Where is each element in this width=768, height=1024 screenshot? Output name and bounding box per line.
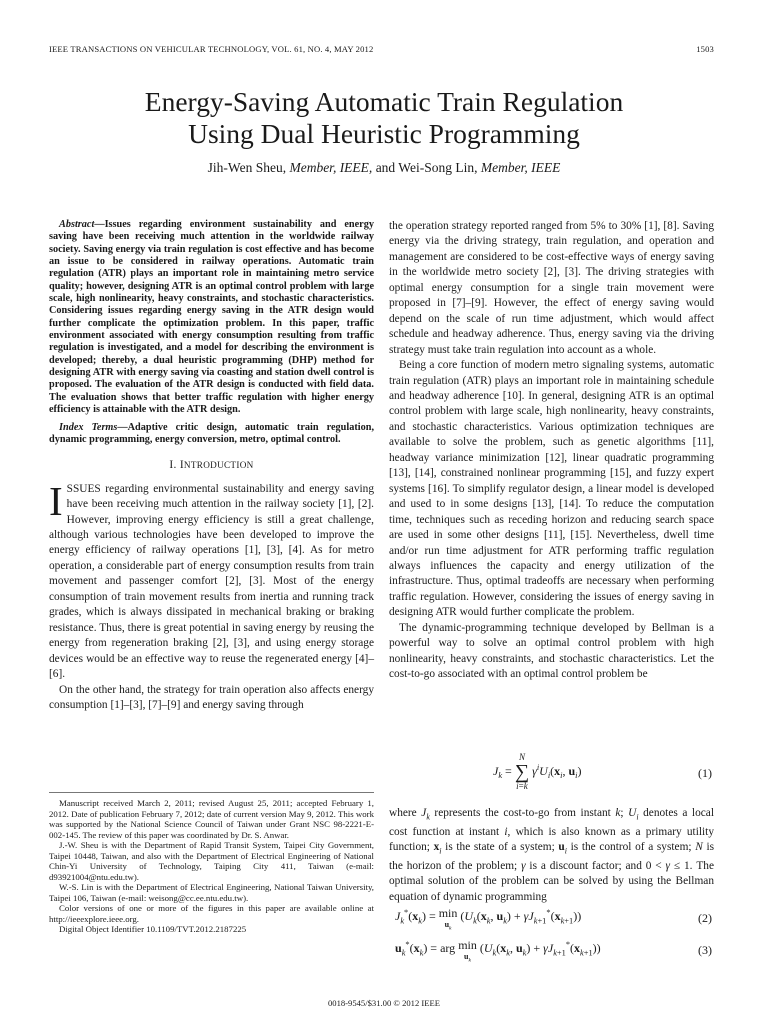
equation-2-number: (2) [698, 911, 712, 925]
footnote-author-2: W.-S. Lin is with the Department of Electrical Engineering, National Taiwan University, Taipei 106, Taiwan (e-mail: weisong@cc.ee.ntu.edu.tw). [49, 882, 374, 903]
section-heading-introduction [49, 458, 374, 473]
right-paragraph-4-text: where $J_k$ represents the cost-to-go from instant k; $U_i$ denotes a local cost function at instant i, which is also known as a primary utility function; $x_i$ is the state of a system; $u_i$ is the control of a system; N is the horizon of the problem; γ is a discount factor; and 0 < γ ≤ 1. The optimal solution of the problem can be solved by using the Bellman equation of dynamic programming [389, 807, 715, 903]
index-terms-label: Index Terms [59, 421, 118, 433]
author-1-role: Member, IEEE, [289, 160, 373, 175]
author-line [0, 160, 768, 176]
copyright-line: 0018-9545/$31.00 © 2012 IEEE [327, 998, 441, 1008]
running-header [49, 44, 714, 54]
equation-1-number: (1) [698, 766, 712, 780]
intro-paragraph-2: On the other hand, the strategy for train operation also affects energy consumption [1]–[3], [7]–[9] and energy saving through [49, 683, 374, 711]
p4-g: is the horizon of the problem; [389, 841, 715, 872]
journal-header: IEEE TRANSACTIONS ON VEHICULAR TECHNOLOGY, VOL. 61, NO. 4, MAY 2012 [49, 44, 374, 54]
equation-3-body: $u_k^*(x_k)$ = arg min $u_k$ ($U_k(x_k$, $u_k) + \gamma J_{k+1}^*(x_{k+1})$) [395, 938, 601, 964]
footnote-author-1: J.-W. Sheu is with the Department of Rapid Transit System, Taipei City Government, Taipei 10448, Taiwan, and also with the Department of Electrical Engineering of National Chin-Yi University of Technology, Taiping City 411, Taiwan (e-mail: d93921004@ntu.edu.tw). [49, 840, 374, 882]
intro-paragraph-1-text: SSUES regarding environmental sustainability and energy saving have been receiving much attention in the railway society [1], [2]. However, improving energy efficiency is still a great challenge, although various technologies have been developed to improve the energy efficiency of railway operations [1], [3], [4]. As for metro operation, a considerable part of energy consumption results from train movement and passenger comfort [2], [3]. Most of the energy consumption of train movement results from inertia and running track grades, which is always dissipated in mechanical braking or braking resistance. Thus, there is great potential in saving energy by reusing the energy from regeneration braking [2], [3], and using energy storage devices would be an effective way to reuse the regenerated energy [4]–[6]. [49, 482, 374, 681]
footnote-rule [49, 792, 374, 793]
equation-2 [389, 906, 714, 932]
abstract-label: Abstract [59, 219, 95, 230]
right-paragraph-4 [389, 806, 714, 905]
footnotes [49, 798, 374, 935]
author-2: and Wei-Song Lin, [375, 160, 478, 175]
right-paragraph-2: Being a core function of modern metro signaling systems, automatic train regulation (ATR) plays an important role in maintaining schedule and headway adherence [10]. In general, designing ATR is an optimal control problem with large scale, high nonlinearity, heavy constraints, and stochastic characteristics. Various optimization techniques are available to solve the problem, such as genetic algorithms [11], headway variance minimization [12], linear quadratic programming [13], [14], constrained nonlinear programming [15], and fuzzy expert systems [16]. To simplify regulator design, a linear model is developed and used to in some designs [13], [14]. To reduce the computation time, techniques such as receding horizon and reducing search space are used in some other designs [11], [15]. Nevertheless, dwell time and/or run time adjustment for ATR performing traffic regulation always influences the capacity and energy utilization of the infrastructure. Thus, optimal tradeoffs are necessary when performing traffic regulation. However, considering the issues of energy saving in designing ATR would further complicate the problem. [389, 359, 714, 619]
right-column [389, 219, 714, 683]
footnote-color: Color versions of one or more of the figures in this paper are available online at http://ieeexplore.ieee.org. [49, 903, 374, 924]
intro-paragraph-1 [49, 477, 374, 683]
p4-i: . The optimal solution of the problem can be solved by using the Bellman equation of dynamic programming [389, 859, 714, 903]
equation-2-body: $J_k^*(x_k) = \min$ $u_k$ ($U_k(x_k$, $u_k) + \gamma J_{k+1}^*(x_{k+1})$) [395, 906, 582, 932]
p4-d: , which is also known as a primary utility function; [389, 825, 714, 854]
p4-e: is the state of a system; [445, 841, 555, 854]
p4-h: is a discount factor; and [529, 859, 642, 872]
p4-a: where [389, 807, 417, 819]
equation-1 [389, 748, 714, 798]
section-title-first: I [179, 459, 184, 472]
abstract-text: —Issues regarding environment sustainability and energy saving have been receiving much attention in the worldwide railway society. Saving energy via train regulation is cost effective and has become an issue to be considered in railway operations. Automatic train regulation (ATR) plays an important role in maintaining metro service quality; however, designing ATR is an optimal control problem with large scale, high nonlinearity, heavy constraints, and stochastic characteristics. Considering issues regarding energy saving in the ATR design would further complicate the optimization problem. In this paper, traffic environment associated with energy consumption resulting from traffic regulation is investigated, and a model for describing the environment is developed; thereby, a dual heuristic programming (DHP) method for designing ATR with energy saving via coasting and station dwell control is proposed. The evaluation of the ATR design is conducted with field data. The evaluation shows that better traffic regulation with higher energy efficiency is attainable with the ATR design. [49, 219, 374, 416]
right-paragraph-1: the operation strategy reported ranged from 5% to 30% [1], [8]. Saving energy via the driving strategy, train regulation, and operation and management are considered to be cost-effective ways of energy saving in the worldwide metro society [2], [3]. The driving strategies with optimal energy consumption for a single train movement were proposed in [7]–[9]. However, the effect of energy saving would depend on the scale of run time adjustment, which would affect schedule and headway adherence. Thus, energy saving via the driving strategy must take train regulation into account as a whole. [389, 220, 714, 356]
right-paragraph-3: The dynamic-programming technique developed by Bellman is a powerful way to solve an optimal control problem with high nonlinearity, heavy constraints, and stochastic characteristics. Let the cost-to-go associated with an optimal control problem be [389, 621, 714, 681]
footnote-manuscript: Manuscript received March 2, 2011; revised August 25, 2011; accepted February 1, 2012. Date of publication February 7, 2012; date of current version May 9, 2012. This work was supported by the National Science Council of Taiwan under Grant NSC 98-2221-E-002-145. The review of this paper was coordinated by Dr. S. Anwar. [49, 798, 374, 840]
section-title-rest: NTRODUCTION [183, 460, 254, 471]
equation-1-body: $J_k$ = N ∑ i=k $\gamma^iU_i(x_i$, $u_i$) [493, 752, 582, 791]
author-1: Jih-Wen Sheu, [207, 160, 287, 175]
equation-3 [389, 938, 714, 964]
abstract [49, 219, 374, 417]
equation-3-number: (3) [698, 943, 712, 957]
section-number: I. [169, 459, 177, 472]
p4-f: is the control of a system; [570, 841, 692, 854]
page-number: 1503 [696, 44, 714, 54]
author-2-role: Member, IEEE [480, 160, 561, 175]
p4-c: denotes a local cost function at instant [389, 807, 714, 838]
left-column [49, 219, 374, 713]
footnote-doi: Digital Object Identifier 10.1109/TVT.2012.2187225 [59, 924, 247, 934]
p4-b: represents the cost-to-go from instant [434, 807, 611, 819]
index-terms [49, 422, 374, 447]
drop-cap: I [49, 477, 63, 524]
title-line-2: Using Dual Heuristic Programming [188, 118, 580, 149]
paper-title [0, 86, 768, 150]
title-line-1: Energy-Saving Automatic Train Regulation [144, 86, 624, 117]
index-terms-text: —Adaptive critic design, automatic train regulation, dynamic programming, energy conversion, metro, optimal control. [49, 421, 375, 445]
